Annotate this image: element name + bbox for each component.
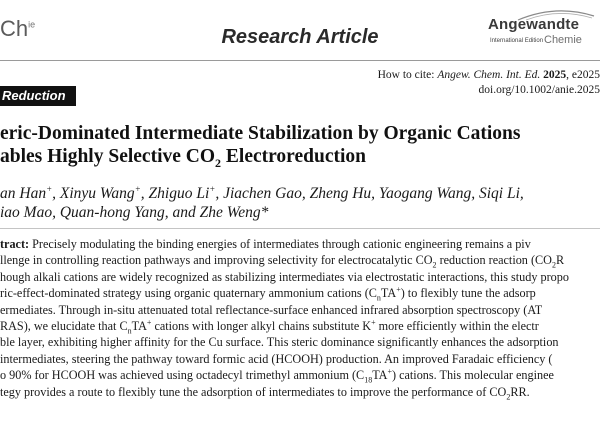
author-line-1: an Han+, Xinyu Wang+, Zhiguo Li+, Jiachen Gao, Zheng Hu, Yaogang Wang, Siqi Li, [0,183,524,202]
author[interactable]: Xinyu Wang+ [59,183,141,202]
author[interactable]: Siqi Li [478,185,520,202]
author-line-2: iao Mao, Quan-hong Yang, and Zhe Weng* [0,204,269,221]
brand-chemie: Chemie [544,34,582,46]
abstract: tract: Precisely modulating the binding energies of intermediates through cationic engineering remains a piv llenge in controlling reaction pathways and improving selectivity for electrocatalytic $CO_2$ reduction reaction ($CO_2R$ hough alkali cations are widely recognized as stabilizing intermediates via electrostatic interactions, this study propo ric-effect-dominated strategy using organic quaternary ammonium cations $(C_nTA^+)$ to flexibly tune the adsorp ermediates. Through in-situ attenuated total reflectance-surface enhanced infrared absorption spectroscopy (AT RAS), we elucidate that $C_nTA^+$ cations with longer alkyl chains substitute K+ more efficiently within the electr ble layer, exhibiting higher affinity for the Cu surface. This steric dominance significantly enhances the adsorption intermediates, steering the pathway toward formic acid (HCOOH) production. An improved Faradaic efficiency ( o 90% for HCOOH was achieved using octadecyl trimethyl ammonium $(C_{18}TA^+)$ cations. This molecular enginee tegy provides a route to flexibly tune the adsorption of intermediates to improve the performance of $CO_2RR$. [0,237,569,401]
author[interactable]: Jiachen Gao [223,185,302,202]
citation-block [378,68,600,98]
doi-link[interactable]: doi.org/10.1002/anie.2025 [478,84,600,96]
category-badge: Reduction [0,86,76,106]
publisher-logo-fragment: $Ch^{ie}$ [0,16,36,41]
author[interactable]: an Han+ [0,183,53,202]
how-to-cite-line: How to cite: Angew. Chem. Int. Ed. 2025, e2025 [377,69,600,81]
journal-brand-logo [488,16,600,46]
header-rule [0,60,600,61]
author[interactable]: Zheng Hu [309,185,372,202]
abstract-rule [0,228,600,229]
swoosh-icon [516,8,596,22]
author-list [0,184,524,222]
author[interactable]: Yaogang Wang [378,185,472,202]
article-title: eric-Dominated Intermediate Stabilization by Organic Cations ables Highly Selective $CO_2$ Electroreduction [0,123,521,170]
brand-name: Angewandte [488,16,580,33]
author[interactable]: Zhiguo Li+ [148,183,216,202]
brand-edition: International Edition [490,38,544,44]
section-header-title: Research Article [221,26,379,48]
